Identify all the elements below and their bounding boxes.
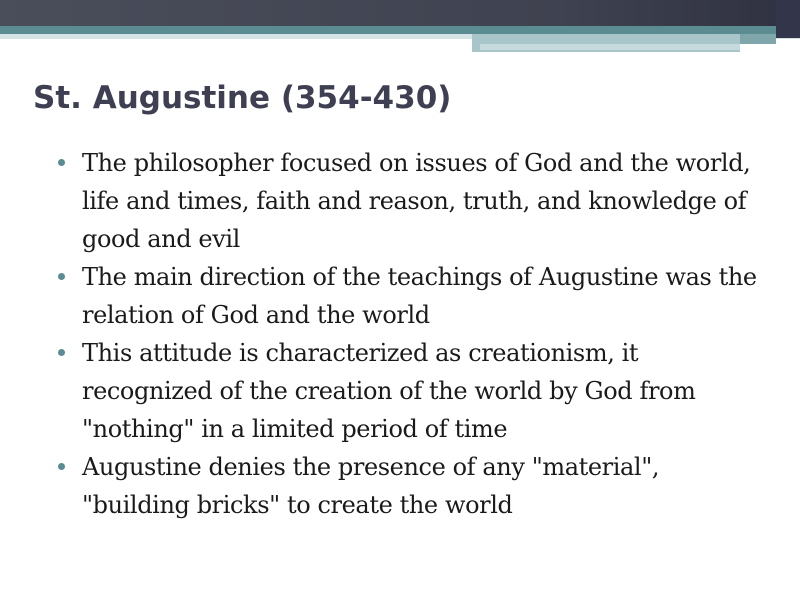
bullet-text: The philosopher focused on issues of God and the world, life and times, faith and reason, truth, and knowledge of good and evil (82, 149, 751, 253)
header-band-dark (0, 0, 800, 26)
slide-title: St. Augustine (354-430) (33, 80, 452, 116)
bullet-dot-icon (58, 463, 65, 470)
header-corner-accent (740, 34, 776, 44)
bullet-item (58, 144, 768, 258)
header-corner-block (776, 0, 800, 38)
header-accent-highlight (480, 44, 740, 50)
bullet-text: This attitude is characterized as creationism, it recognized of the creation of the world by God from "nothing" in a limited period of time (82, 339, 696, 443)
bullet-item (58, 448, 768, 524)
bullet-item (58, 258, 768, 334)
bullet-dot-icon (58, 349, 65, 356)
bullet-text: The main direction of the teachings of Augustine was the relation of God and the world (82, 263, 757, 329)
bullet-text: Augustine denies the presence of any "material", "building bricks" to create the world (82, 453, 660, 519)
bullet-item (58, 334, 768, 448)
bullet-dot-icon (58, 273, 65, 280)
bullet-dot-icon (58, 159, 65, 166)
bullet-list (58, 144, 768, 524)
header-band-teal (0, 26, 800, 34)
